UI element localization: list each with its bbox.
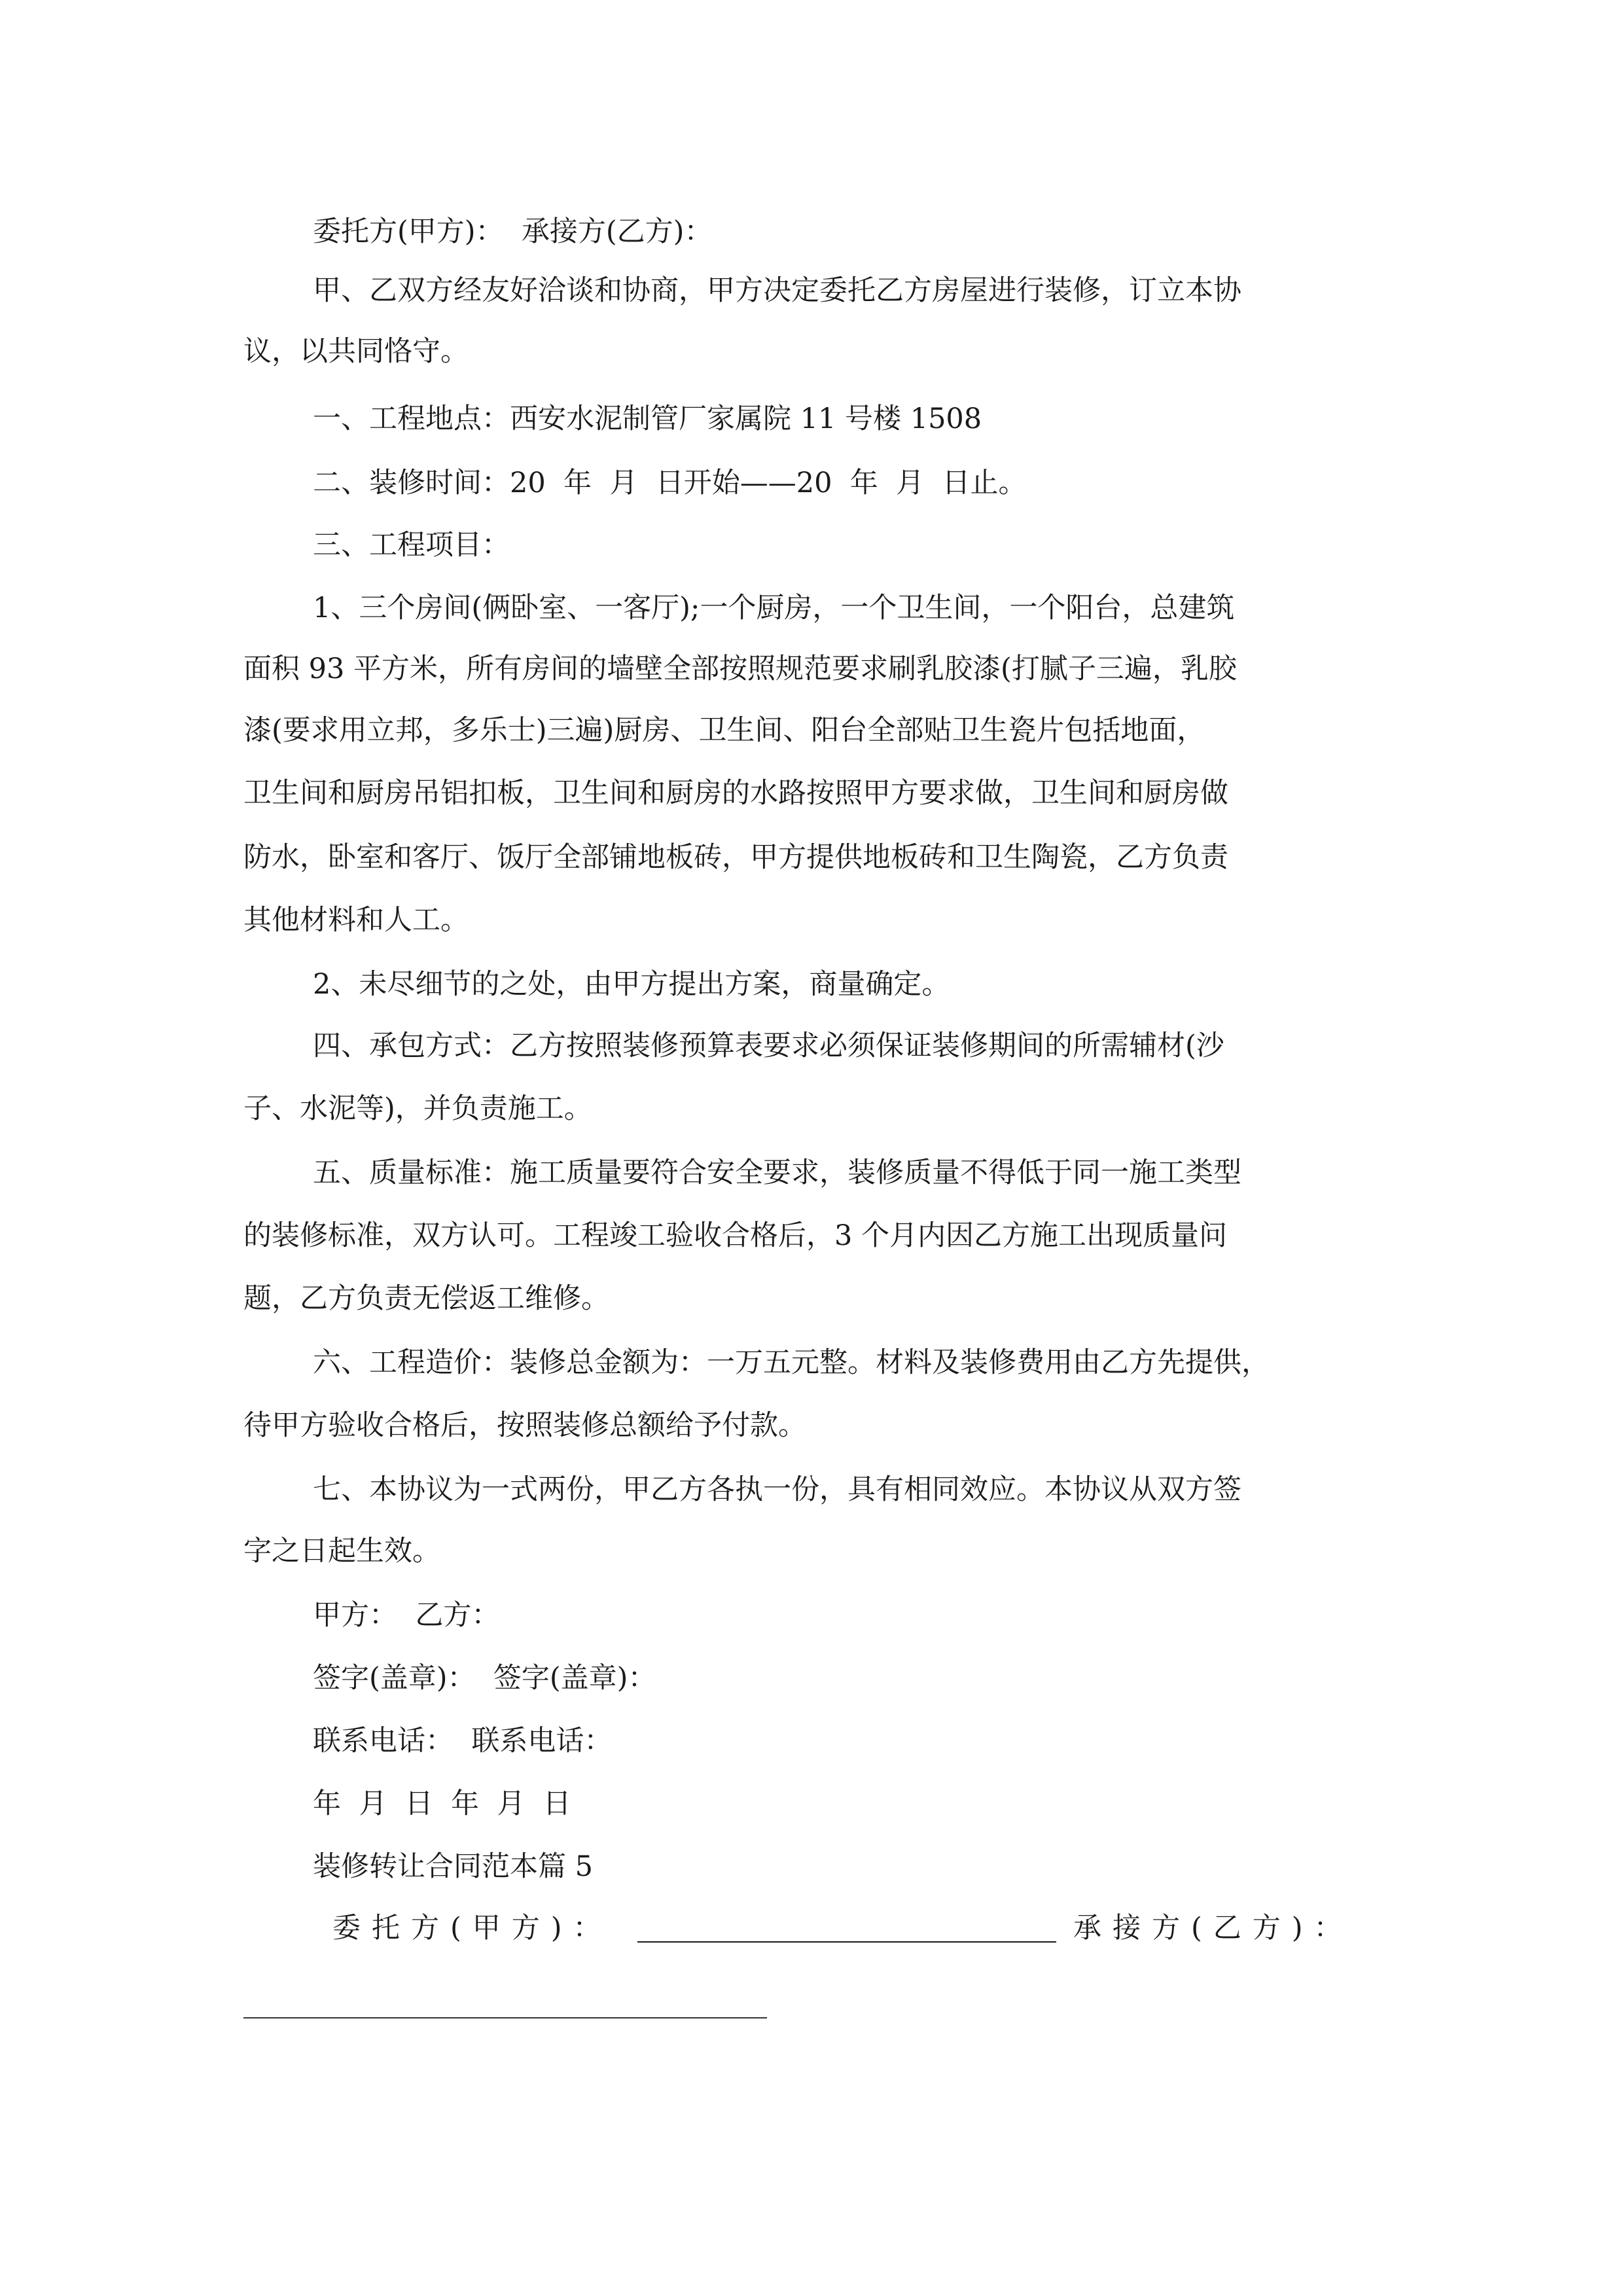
item-1-line-3: 漆(要求用立邦，多乐士)三遍)厨房、卫生间、阳台全部贴卫生瓷片包括地面，	[243, 714, 1205, 747]
item-2: 2、未尽细节的之处，由甲方提出方案，商量确定。	[313, 968, 950, 1001]
item-1-line-6: 其他材料和人工。	[243, 904, 469, 937]
item-1-line-2: 面积 93 平方米，所有房间的墙壁全部按照规范要求刷乳胶漆(打腻子三遍，乳胶	[243, 653, 1237, 685]
clause-time: 二、装修时间：20 年 月 日开始——20 年 月 日止。	[313, 467, 1027, 499]
next-contract-contractor-label: 承接方(乙方)：	[1073, 1912, 1353, 1945]
clause-quality-line-2: 的装修标准，双方认可。工程竣工验收合格后，3 个月内因乙方施工出现质量问	[243, 1219, 1228, 1252]
clause-price-line-1: 六、工程造价：装修总金额为：一万五元整。材料及装修费用由乙方先提供，	[313, 1346, 1270, 1379]
signature-date: 年 月 日 年 月 日	[313, 1787, 571, 1820]
preamble-line-1: 甲、乙双方经友好洽谈和协商，甲方决定委托乙方房屋进行装修，订立本协	[313, 274, 1241, 307]
item-1-line-1: 1、三个房间(俩卧室、一客厅);一个厨房，一个卫生间，一个阳台，总建筑	[313, 592, 1235, 624]
preamble-line-2: 议，以共同恪守。	[243, 335, 469, 368]
footnote-rule	[243, 2017, 767, 2018]
clause-copies-line-1: 七、本协议为一式两份，甲乙方各执一份，具有相同效应。本协议从双方签	[313, 1473, 1241, 1506]
signature-phone: 联系电话： 联系电话：	[313, 1725, 613, 1757]
item-1-line-4: 卫生间和厨房吊铝扣板，卫生间和厨房的水路按照甲方要求做，卫生间和厨房做	[243, 777, 1228, 810]
clause-items-heading: 三、工程项目：	[313, 529, 510, 562]
section-title: 装修转让合同范本篇 5	[313, 1850, 594, 1883]
clause-quality-line-1: 五、质量标准：施工质量要符合安全要求，装修质量不得低于同一施工类型	[313, 1157, 1241, 1189]
clause-contract-mode-line-1: 四、承包方式：乙方按照装修预算表要求必须保证装修期间的所需辅材(沙	[313, 1030, 1224, 1062]
clause-copies-line-2: 字之日起生效。	[243, 1535, 440, 1568]
next-contract-client-label: 委托方(甲方)：	[332, 1912, 613, 1945]
clause-contract-mode-line-2: 子、水泥等)，并负责施工。	[243, 1092, 592, 1125]
signature-seal: 签字(盖章)： 签字(盖章)：	[313, 1662, 656, 1695]
item-1-line-5: 防水，卧室和客厅、饭厅全部铺地板砖，甲方提供地板砖和卫生陶瓷，乙方负责	[243, 841, 1228, 874]
clause-quality-line-3: 题，乙方负责无偿返工维修。	[243, 1282, 609, 1315]
client-fill-blank	[637, 1941, 1056, 1943]
parties-header: 委托方(甲方)： 承接方(乙方)：	[313, 215, 713, 248]
clause-price-line-2: 待甲方验收合格后，按照装修总额给予付款。	[243, 1409, 806, 1442]
clause-location: 一、工程地点：西安水泥制管厂家属院 11 号楼 1508	[313, 403, 982, 435]
signature-parties: 甲方： 乙方：	[313, 1599, 500, 1632]
